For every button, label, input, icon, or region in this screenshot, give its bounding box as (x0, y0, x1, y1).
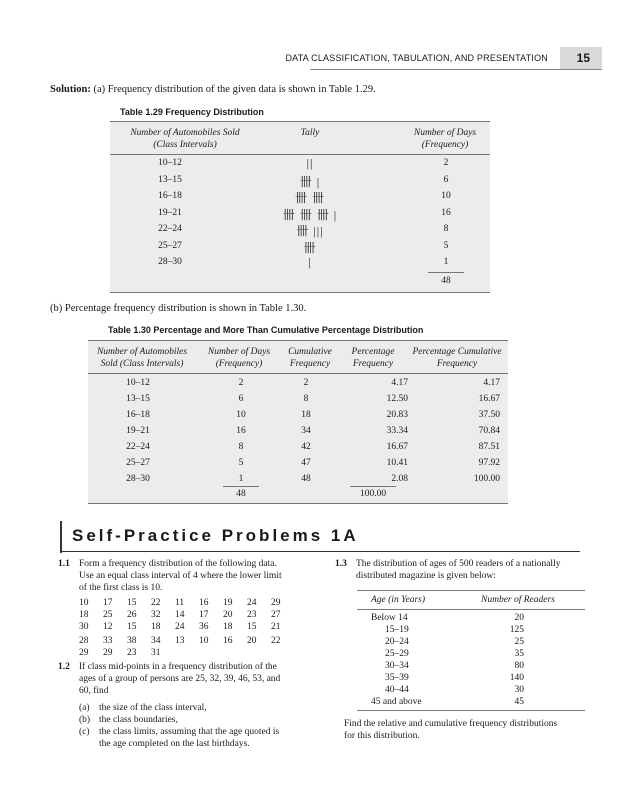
q1-data-value: 29 (271, 598, 281, 608)
t130-col-header-line2: Frequency (352, 359, 394, 369)
reader-count: 45 (514, 697, 524, 707)
q1-data-value: 16 (223, 636, 233, 646)
t130-header-rule (88, 373, 508, 374)
section-title: Self-Practice Problems 1A (72, 526, 359, 545)
t130-cell: 25–27 (126, 458, 150, 468)
t130-cell: 16.67 (478, 394, 500, 404)
reader-count: 30 (514, 685, 524, 695)
age-table-header-rule (357, 609, 585, 610)
section-bar (60, 521, 62, 553)
t130-cell: 70.84 (478, 426, 500, 436)
t130-cell: 12.50 (386, 394, 408, 404)
t130-col-header-line2: Frequency (289, 359, 331, 369)
t129-interval: 25–27 (158, 240, 182, 251)
t130-col-header-line2: Frequency (436, 359, 478, 369)
q3-number: 1.3 (335, 559, 347, 569)
t130-cell: 47 (301, 458, 311, 468)
t130-col-header (340, 346, 406, 370)
readers-col-header: Number of Readers (481, 595, 555, 605)
q1-data-value: 23 (127, 648, 137, 658)
t130-col-header-line1: Cumulative (288, 347, 332, 357)
q1-data-value: 10 (199, 636, 209, 646)
q2-part-key: (b) (79, 715, 91, 725)
q1-data-value: 13 (175, 636, 185, 646)
t130-cell: 16 (236, 426, 246, 436)
t130-cell: 5 (238, 458, 244, 468)
t130-cell: 10–12 (126, 378, 150, 388)
t129-col2-header: Tally (300, 128, 320, 138)
q1-data-value: 15 (247, 622, 257, 632)
t129-tally: 卌 (303, 240, 317, 255)
q1-data-value: 18 (79, 610, 89, 620)
q1-data-value: 17 (199, 610, 209, 620)
t130-cell: 13–15 (126, 394, 150, 404)
q2-part-text: the class boundaries, (99, 715, 178, 725)
age-group: 25–29 (385, 649, 409, 659)
q2-text: If class mid-points in a frequency distribution of the ages of a group of persons are 25, 32, 39, 46, 53, and 60, find (79, 662, 281, 696)
header-rule (310, 69, 602, 70)
age-group: 35–39 (385, 673, 409, 683)
t130-cell: 22–24 (126, 442, 150, 452)
solution-label: Solution: (50, 84, 91, 95)
t129-total-rule (428, 272, 464, 273)
t130-cell: 28–30 (126, 474, 150, 484)
t130-cell: 2 (303, 378, 309, 388)
t129-interval: 10–12 (158, 158, 182, 168)
q1-data-value: 31 (151, 648, 161, 658)
t130-pct-total-rule (350, 486, 396, 487)
t130-cell: 100.00 (473, 474, 500, 484)
t130-cell: 18 (301, 410, 311, 420)
q1-data-value: 18 (223, 622, 233, 632)
t130-cell: 97.92 (478, 458, 500, 468)
q1-data-value: 10 (79, 598, 89, 608)
q1-data-value: 28 (79, 636, 89, 646)
q3-text: The distribution of ages of 500 readers of a nationally distributed magazine is given below: (356, 559, 561, 581)
age-group: 45 and above (371, 697, 422, 707)
t130-cell: 8 (303, 394, 309, 404)
q1-data-value: 26 (127, 610, 137, 620)
q1-data-value: 15 (127, 598, 137, 608)
t130-cell: 1 (238, 474, 244, 484)
q1-number: 1.1 (58, 559, 70, 569)
t129-interval: 19–21 (158, 207, 182, 218)
page-number: 15 (576, 51, 590, 65)
t129-interval: 13–15 (158, 174, 182, 185)
t130-cell: 34 (301, 426, 311, 436)
t129-interval: 28–30 (158, 257, 182, 267)
q2-part-text: the size of the class interval, (99, 703, 207, 713)
t130-col-header (88, 346, 196, 370)
solution-line (50, 84, 376, 95)
t130-col-header-line2: Sold (Class Intervals) (100, 359, 184, 369)
table-1-29-caption: Table 1.29 Frequency Distribution (120, 107, 264, 117)
t130-cell: 10 (236, 410, 246, 420)
t130-freq-total: 48 (236, 489, 246, 499)
t130-cell: 6 (238, 394, 244, 404)
q1-data-value: 38 (127, 636, 137, 646)
q1-data-value: 23 (247, 610, 257, 620)
t129-frequency: 2 (443, 158, 449, 168)
q1-data-value: 21 (271, 622, 281, 632)
t130-col-header (198, 346, 280, 370)
q1-data-value: 11 (175, 598, 185, 608)
t130-col-header-line1: Percentage (351, 347, 395, 357)
t130-col-header-line1: Number of Automobiles (96, 347, 188, 357)
q1-data-value: 19 (223, 598, 233, 608)
t130-cell: 4.17 (391, 378, 408, 388)
table-1-30-caption: Table 1.30 Percentage and More Than Cumulative Percentage Distribution (108, 325, 424, 335)
t130-col-header (280, 346, 340, 370)
q1-data-value: 16 (199, 598, 209, 608)
table-1-30 (88, 340, 508, 504)
t130-col-header-line1: Percentage Cumulative (412, 347, 502, 357)
t129-interval: 22–24 (158, 224, 182, 234)
t129-frequency: 16 (441, 207, 451, 218)
t130-cell: 10.41 (386, 458, 408, 468)
q1-data-value: 18 (151, 622, 161, 632)
t129-tally: 卌 | (299, 174, 321, 189)
q1-data-value: 36 (199, 622, 209, 632)
age-table-top-rule (357, 590, 585, 591)
q1-data-value: 33 (103, 636, 113, 646)
q2-part-key: (a) (79, 703, 90, 713)
t129-frequency: 1 (443, 257, 449, 267)
q3-question: Find the relative and cumulative frequency distributions for this distribution. (344, 719, 558, 741)
t129-header-rule (110, 154, 490, 155)
q1-data-value: 25 (103, 610, 113, 620)
q1-data-value: 14 (175, 610, 185, 620)
reader-count: 140 (509, 673, 524, 683)
t129-tally: 卌 卌 (294, 191, 325, 205)
t130-cell: 2 (238, 378, 244, 388)
age-group: 30–34 (385, 661, 409, 671)
t130-col-header-line2: (Frequency) (215, 359, 263, 369)
t129-interval: 16–18 (158, 191, 182, 201)
reader-count: 80 (514, 661, 524, 671)
q1-data-value: 34 (151, 636, 161, 646)
t130-cell: 37.50 (478, 410, 500, 420)
t129-tally: 卌 ||| (296, 224, 324, 238)
t130-col-header (406, 346, 508, 370)
t129-tally: || (306, 156, 314, 170)
t130-cell: 2.08 (391, 474, 408, 484)
reader-count: 20 (514, 613, 524, 623)
q1-data-value: 20 (223, 610, 233, 620)
t130-cell: 4.17 (483, 378, 500, 388)
q1-data-value: 15 (127, 622, 137, 632)
part-b-text: (b) Percentage frequency distribution is shown in Table 1.30. (50, 303, 307, 314)
age-table-bottom-rule (357, 710, 585, 711)
age-group: 40–44 (385, 685, 409, 695)
q1-data-value: 27 (271, 610, 281, 620)
q2-part-key: (c) (79, 727, 90, 737)
q2-number: 1.2 (58, 662, 70, 672)
reader-count: 25 (514, 637, 524, 647)
t130-cell: 19–21 (126, 426, 150, 436)
q1-data-value: 29 (79, 648, 89, 658)
t129-col1-header: Number of Automobiles Sold (Class Intervals) (130, 128, 240, 150)
q1-data-value: 32 (151, 610, 161, 620)
age-group: 20–24 (385, 637, 409, 647)
t129-frequency: 5 (443, 240, 449, 251)
age-group: Below 14 (371, 613, 408, 623)
t129-tally: 卌 卌 卌 | (282, 207, 338, 222)
t130-cell: 16–18 (126, 410, 150, 420)
q2-part-text: the class limits, assuming that the age quoted is (99, 727, 280, 737)
age-col-header: Age (in Years) (371, 595, 426, 605)
q1-data-value: 22 (151, 598, 161, 608)
t129-frequency: 10 (441, 191, 451, 201)
reader-count: 125 (509, 625, 524, 635)
t129-col3-header: Number of Days (Frequency) (413, 128, 477, 150)
t130-cell: 16.67 (386, 442, 408, 452)
reader-count: 35 (514, 649, 524, 659)
t129-total: 48 (441, 276, 451, 286)
q1-data-value: 22 (271, 636, 281, 646)
t130-cell: 20.83 (386, 410, 408, 420)
t129-frequency: 6 (443, 174, 449, 185)
t130-cell: 8 (238, 442, 244, 452)
age-group: 15–19 (385, 625, 409, 635)
t130-freq-total-rule (223, 486, 259, 487)
section-rule (60, 551, 580, 552)
t130-pct-total: 100.00 (359, 489, 387, 499)
t129-frequency: 8 (443, 224, 449, 234)
q2-continuation: the age completed on the last birthdays. (99, 739, 250, 749)
t130-cell: 87.51 (478, 442, 500, 452)
q1-text: Form a frequency distribution of the following data. Use an equal class interval of 4 where the lower limit of the first class is 10. (79, 559, 282, 593)
table-1-29 (110, 121, 490, 293)
q1-data-value: 17 (103, 598, 113, 608)
q1-data-value: 20 (247, 636, 257, 646)
running-title: DATA CLASSIFICATION, TABULATION, AND PRESENTATION (285, 53, 548, 63)
q1-data-value: 24 (175, 622, 185, 632)
t130-cell: 42 (301, 442, 311, 452)
t130-cell: 33.34 (386, 426, 408, 436)
t130-cell: 48 (301, 474, 311, 484)
q1-data-value: 29 (103, 648, 113, 658)
q1-data-value: 30 (79, 622, 89, 632)
solution-text: (a) Frequency distribution of the given data is shown in Table 1.29. (93, 84, 376, 95)
q1-data-value: 12 (103, 622, 113, 632)
q1-data-value: 24 (247, 598, 257, 608)
t129-tally: | (308, 255, 312, 269)
t130-col-header-line1: Number of Days (207, 347, 271, 357)
